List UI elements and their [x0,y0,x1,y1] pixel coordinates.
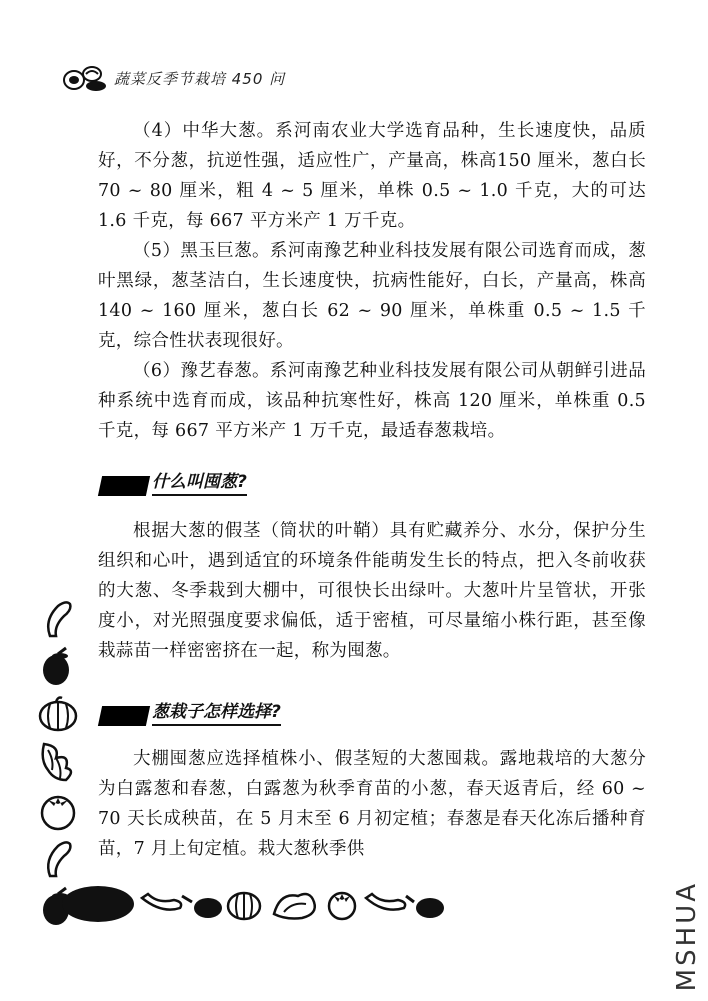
tomato-icon [36,788,80,832]
page-header [62,62,582,92]
watermark-text: MSHUA [672,880,702,991]
question-number-badge [98,476,150,496]
eggplant-icon [406,896,444,918]
section-heading [100,700,281,726]
section3-text [98,744,646,864]
section2-text [98,516,646,666]
paragraph: 根据大葱的假茎（筒状的叶鞘）具有贮藏养分、水分，保护分生组织和心叶，遇到适宜的环境条件能萌发生长的特点，把入冬前收获的大葱、冬季栽到大棚中，可很快长出绿叶。大葱叶片呈管状，开张度小，对光照强度要求偏低，适于密植，可尽量缩小株行距，甚至像栽蒜苗一样密密挤在一起，称为囤葱。 [98,521,646,661]
cucumber-icon [36,836,80,880]
vegetable-cluster-icon [62,64,108,92]
pumpkin-icon [36,692,80,736]
tomato-icon [329,893,355,919]
paragraph: （6）豫艺春葱。系河南豫艺种业科技发展有限公司从朝鲜引进品种系统中选育而成，该品种抗寒性好，株高 120 厘米，单株重 0.5 千克，每 667 平方米产 1 万千克，最适春葱栽培。 [98,361,646,441]
dark-oval-icon [62,886,134,922]
paragraph: （5）黑玉巨葱。系河南豫艺种业科技发展有限公司选育而成，葱叶黑绿，葱茎洁白，生长速度快，抗病性能好，白长，产量高，株高 140 ~ 160 厘米，葱白长 62 ~ 90 厘米，单株重 0.5 ~ 1.5 千克，综合性状表现很好。 [98,241,646,351]
cucumber-icon [142,894,181,910]
cabbage-icon [36,740,80,784]
section-heading-text: 什么叫囤葱? [152,471,247,496]
cucumber-icon [36,596,80,640]
section1-text [98,116,646,446]
section-heading-text: 葱栽子怎样选择? [152,701,281,726]
cucumber-icon [366,894,405,910]
section-heading [100,470,247,496]
paragraph: （4）中华大葱。系河南农业大学选育品种，生长速度快，品质好，不分葱，抗逆性强，适应性广，产量高，株高150 厘米，葱白长 70 ~ 80 厘米，粗 4 ~ 5 厘米，单株 0.5 ~ 1.0 千克，大的可达 1.6 千克，每 667 平方米产 1 万千克。 [98,121,646,231]
running-header-title: 蔬菜反季节栽培 450 问 [114,70,286,88]
cabbage-icon [274,894,315,919]
eggplant-icon [182,896,222,918]
bottom-decoration [62,878,452,924]
pumpkin-icon [228,893,260,919]
paragraph: 大棚囤葱应选择植株小、假茎短的大葱囤栽。露地栽培的大葱分为白露葱和春葱，白露葱为秋季育苗的小葱，春天返青后，经 60 ~ 70 天长成秧苗，在 5 月末至 6 月初定植；春葱是春天化冻后播种育苗，7 月上旬定植。栽大葱秋季供 [98,749,646,859]
eggplant-icon [36,644,80,688]
question-number-badge [98,706,150,726]
